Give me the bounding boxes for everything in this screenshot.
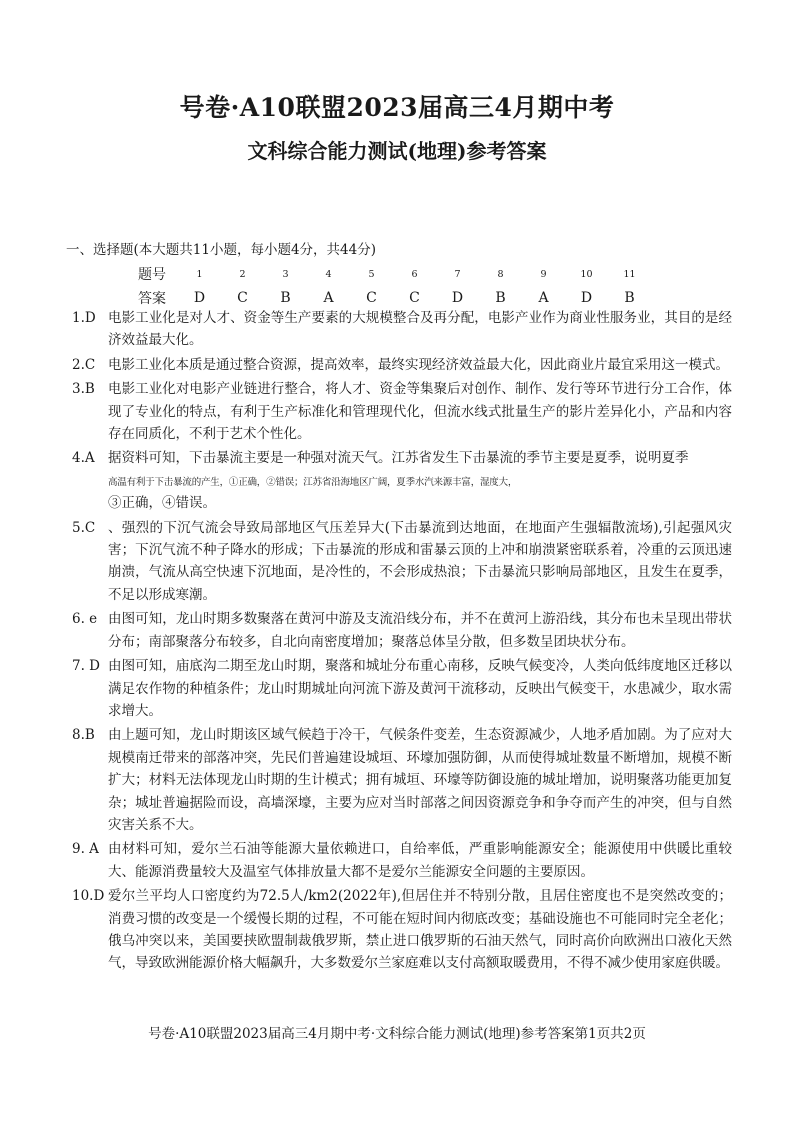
answer-cell: B: [280, 290, 291, 306]
answer-cell: C: [409, 290, 420, 306]
item-text-tail: ③正确，④错误。: [108, 495, 216, 512]
answer-cell: B: [624, 290, 635, 306]
answer-cell: D: [193, 290, 206, 306]
item-text: 爱尔兰平均人口密度约为72.5人/km2(2022年),但居住并不特别分散，且居住密度也不是突然改变的；消费习惯的改变是一个缓慢长期的过程，不可能在短时间内彻底改变；基础设施也不可能同时完全老化；俄乌冲突以来，美国要挟欧盟制裁俄罗斯，禁止进口俄罗斯的石油天然气，同时高价向欧洲出口液化天然气，导致欧洲能源价格大幅飙升，大多数爱尔兰家庭难以支付高额取暖费用，不得不减少使用家庭供暖。: [108, 888, 732, 972]
item-label: 3.B: [72, 381, 95, 398]
item-text: 由图可知，庙底沟二期至龙山时期，聚落和城址分布重心南移，反映气候变冷，人类向低纬度地区迁移以满足农作物的种植条件；龙山时期城址向河流下游及黄河干流移动，反映出气候变干，水患减少，取水需求增大。: [108, 658, 732, 719]
explanation-item: [72, 447, 732, 514]
question-number: 4: [325, 268, 332, 280]
section-heading: 一、选择题(本大题共11小题，每小题4分，共44分): [66, 242, 376, 258]
answer-cell: A: [538, 290, 549, 306]
item-text: 电影工业化对电影产业链进行整合，将人才、资金等集聚后对创作、制作、发行等环节进行分工合作，体现了专业化的特点，有利于生产标准化和管理现代化，但流水线式批量生产的影片差异化小，产品和内容存在同质化，不利于艺术个性化。: [108, 381, 732, 443]
answer-cell: B: [495, 290, 506, 306]
document-subtitle: 文科综合能力测试(地理)参考答案: [247, 139, 547, 163]
answer-cell: A: [323, 290, 334, 306]
item-text: 电影工业化本质是通过整合资源，提高效率，最终实现经济效益最大化，因此商业片最宜采用这一模式。: [108, 356, 729, 373]
page-footer: 号卷·A10联盟2023届高三4月期中考·文科综合能力测试(地理)参考答案第1页共2页: [148, 1026, 646, 1042]
question-number: 6: [411, 268, 418, 280]
item-label: 2.C: [72, 356, 96, 373]
question-number: 10: [580, 268, 593, 280]
item-label: 4.A: [72, 450, 95, 467]
explanation-item: [72, 354, 732, 376]
answer-table: [138, 262, 651, 310]
explanation-item: [72, 724, 732, 836]
explanation-item: [72, 307, 732, 352]
item-text: 由材料可知，爱尔兰石油等能源大量依赖进口，自给率低，严重影响能源安全；能源使用中供暖比重较大、能源消费量较大及温室气体排放量大都不是爱尔兰能源安全问题的主要原因。: [108, 841, 732, 880]
item-text: 、强烈的下沉气流会导致局部地区气压差异大(下击暴流到达地面，在地面产生强辐散流场),引起强风灾害；下沉气流不种子降水的形成；下击暴流的形成和雷暴云顶的上冲和崩溃紧密联系着，冷重的云顶迅速崩溃，气流从高空快速下沉地面，是冷性的，不会形成热浪；下击暴流只影响局部地区，且发生在夏季，不足以形成寒潮。: [108, 519, 732, 603]
question-number: 3: [282, 268, 289, 280]
explanation-item: [72, 655, 732, 722]
document-title: 号卷·A10联盟2023届高三4月期中考: [179, 93, 615, 122]
answer-label: 答案: [138, 291, 166, 307]
item-text: 由图可知，龙山时期多数聚落在黄河中游及支流沿线分布，并不在黄河上游沿线，其分布也未呈现出带状分布；南部聚落分布较多，自北向南密度增加；聚落总体呈分散，但多数呈团块状分布。: [108, 611, 732, 650]
question-number: 9: [540, 268, 547, 280]
answer-cell: C: [237, 290, 248, 306]
question-number: 5: [368, 268, 375, 280]
item-label: 8.B: [72, 727, 95, 744]
item-text-small: 高温有利于下击暴流的产生，①正确，②错误；江苏省沿海地区广阔，夏季水汽来源丰富，湿度大，: [108, 476, 518, 488]
item-text: 电影工业化是对人才、资金等生产要素的大规模整合及再分配，电影产业作为商业性服务业，其目的是经济效益最大化。: [108, 310, 732, 349]
item-label: 7. D: [72, 658, 100, 675]
explanation-item: [72, 608, 732, 653]
question-number: 1: [196, 268, 203, 280]
item-label: 10.D: [72, 888, 105, 905]
item-label: 5.C: [72, 519, 96, 536]
question-number-label: 题号: [138, 267, 166, 283]
item-label: 1.D: [72, 310, 96, 326]
explanation-item: [72, 378, 732, 445]
question-number: 11: [623, 268, 636, 280]
question-number: 8: [497, 268, 504, 280]
item-label: 6. e: [72, 611, 98, 628]
answer-table-number-row: [138, 262, 651, 286]
explanation-item: [72, 885, 732, 975]
question-number: 2: [239, 268, 246, 280]
item-label: 9. A: [72, 841, 99, 858]
item-text: 由上题可知，龙山时期该区域气候趋于冷干，气候条件变差，生态资源减少，人地矛盾加剧。为了应对大规模南迁带来的部落冲突，先民们普遍建设城垣、环壕加强防御，从而使得城址数量不断增加，规模不断扩大；材料无法体现龙山时期的生计模式；拥有城垣、环壕等防御设施的城址增加，说明聚落功能更加复杂；城址普遍据险而设，高墙深壕，主要为应对当时部落之间因资源竞争和争夺而产生的冲突，但与自然灾害关系不大。: [108, 727, 732, 833]
question-number: 7: [454, 268, 461, 280]
answer-cell: D: [451, 290, 464, 306]
answer-cell: C: [366, 290, 377, 306]
item-text: 据资料可知，下击暴流主要是一种强对流天气。江苏省发生下击暴流的季节主要是夏季，说明夏季: [108, 450, 689, 467]
explanation-item: [72, 517, 732, 607]
answer-cell: D: [580, 290, 593, 306]
explanation-list: [72, 307, 732, 977]
explanation-item: [72, 838, 732, 883]
